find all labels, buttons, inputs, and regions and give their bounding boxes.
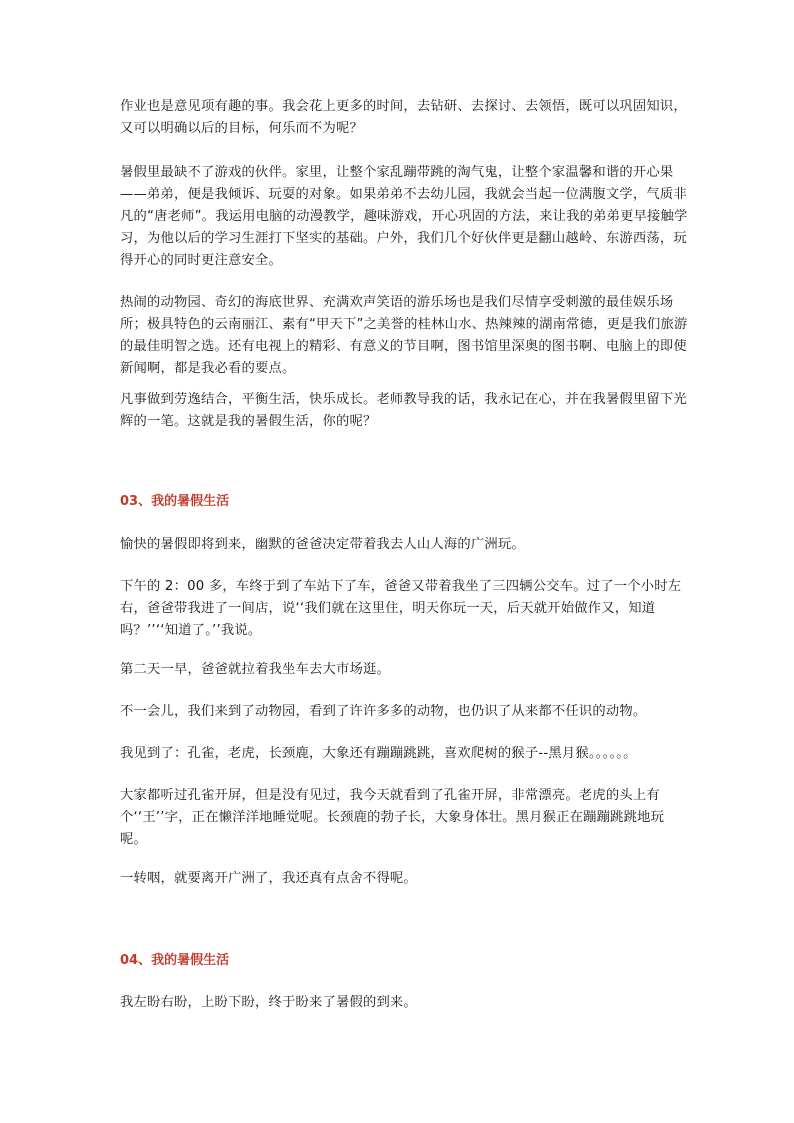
paragraph-animals-detail: 大家都听过孔雀开屏，但是没有见过，我今天就看到了孔雀开屏，非常漂亮。老虎的头上有个‘‘王’’字，正在懒洋洋地睡觉呢。长颈鹿的勃子长，大象身体壮。黑月猴正在蹦蹦跳跳地玩呢。 [120,788,665,847]
paragraph-arrival: 下午的 2：00 多，车终于到了车站下了车，爸爸又带着我坐了三四辆公交车。过了一个小时左右，爸爸带我进了一间店，说‘‘我们就在这里住，明天你玩一天，后天就开始做作又，知道吗？’’‘‘知道了。’’我说。 [120,579,682,638]
paragraph-conclusion: 凡事做到劳逸结合，平衡生活，快乐成长。老师教导我的话，我永记在心，并在我暑假里留下光辉的一笔。这就是我的暑假生活，你的呢？ [120,392,687,429]
paragraph-game-partner: 暑假里最缺不了游戏的伙伴。家里，让整个家乱蹦带跳的淘气鬼，让整个家温馨和谐的开心果——弟弟，便是我倾诉、玩耍的对象。如果弟弟不去幼儿园，我就会当起一位满腹文学，气质非凡的“唐老师”。我运用电脑的动漫教学，趣味游戏，开心巩固的方法，来让我的弟弟更早接触学习，为他以后的学习生涯打下坚实的基础。户外，我们几个好伙伴更是翻山越岭、东游西荡，玩得开心的同时更注意安全。 [120,165,688,268]
section-heading-04: 04、我的暑假生活 [120,953,230,968]
paragraph-zoo: 不一会儿，我们来到了动物园，看到了许许多多的动物，也仍识了从来都不任识的动物。 [120,704,647,719]
paragraph-trip-intro: 愉快的暑假即将到来，幽默的爸爸决定带着我去人山人海的广洲玩。 [120,537,525,552]
section-heading-03: 03、我的暑假生活 [120,494,230,509]
paragraph-entertainment: 热闹的动物园、奇幻的海底世界、充满欢声笑语的游乐场也是我们尽情享受刺激的最佳娱乐场所；极具特色的云南丽江、素有“甲天下”之美誉的桂林山水、热辣辣的湖南常德，更是我们旅游的最佳明智之选。还有电视上的精彩、有意义的节目啊，图书馆里深奥的图书啊、电脑上的即使新闻啊，都是我必看的要点。 [120,295,688,376]
paragraph-waiting: 我左盼右盼，上盼下盼，终于盼来了暑假的到来。 [120,995,417,1010]
paragraph-leaving: 一转咽，就要离开广洲了，我还真有点舍不得呢。 [120,871,417,886]
paragraph-next-morning: 第二天一早，爸爸就拉着我坐车去大市场逛。 [120,662,390,677]
paragraph-homework: 作业也是意见项有趣的事。我会花上更多的时间，去钻研、去探讨、去领悟，既可以巩固知识，又可以明确以后的目标，何乐而不为呢？ [120,99,687,136]
paragraph-animals-list: 我见到了：孔雀，老虎，长颈鹿，大象还有蹦蹦跳跳，喜欢爬树的猴子--黑月猴。。。。。。 [120,746,637,761]
